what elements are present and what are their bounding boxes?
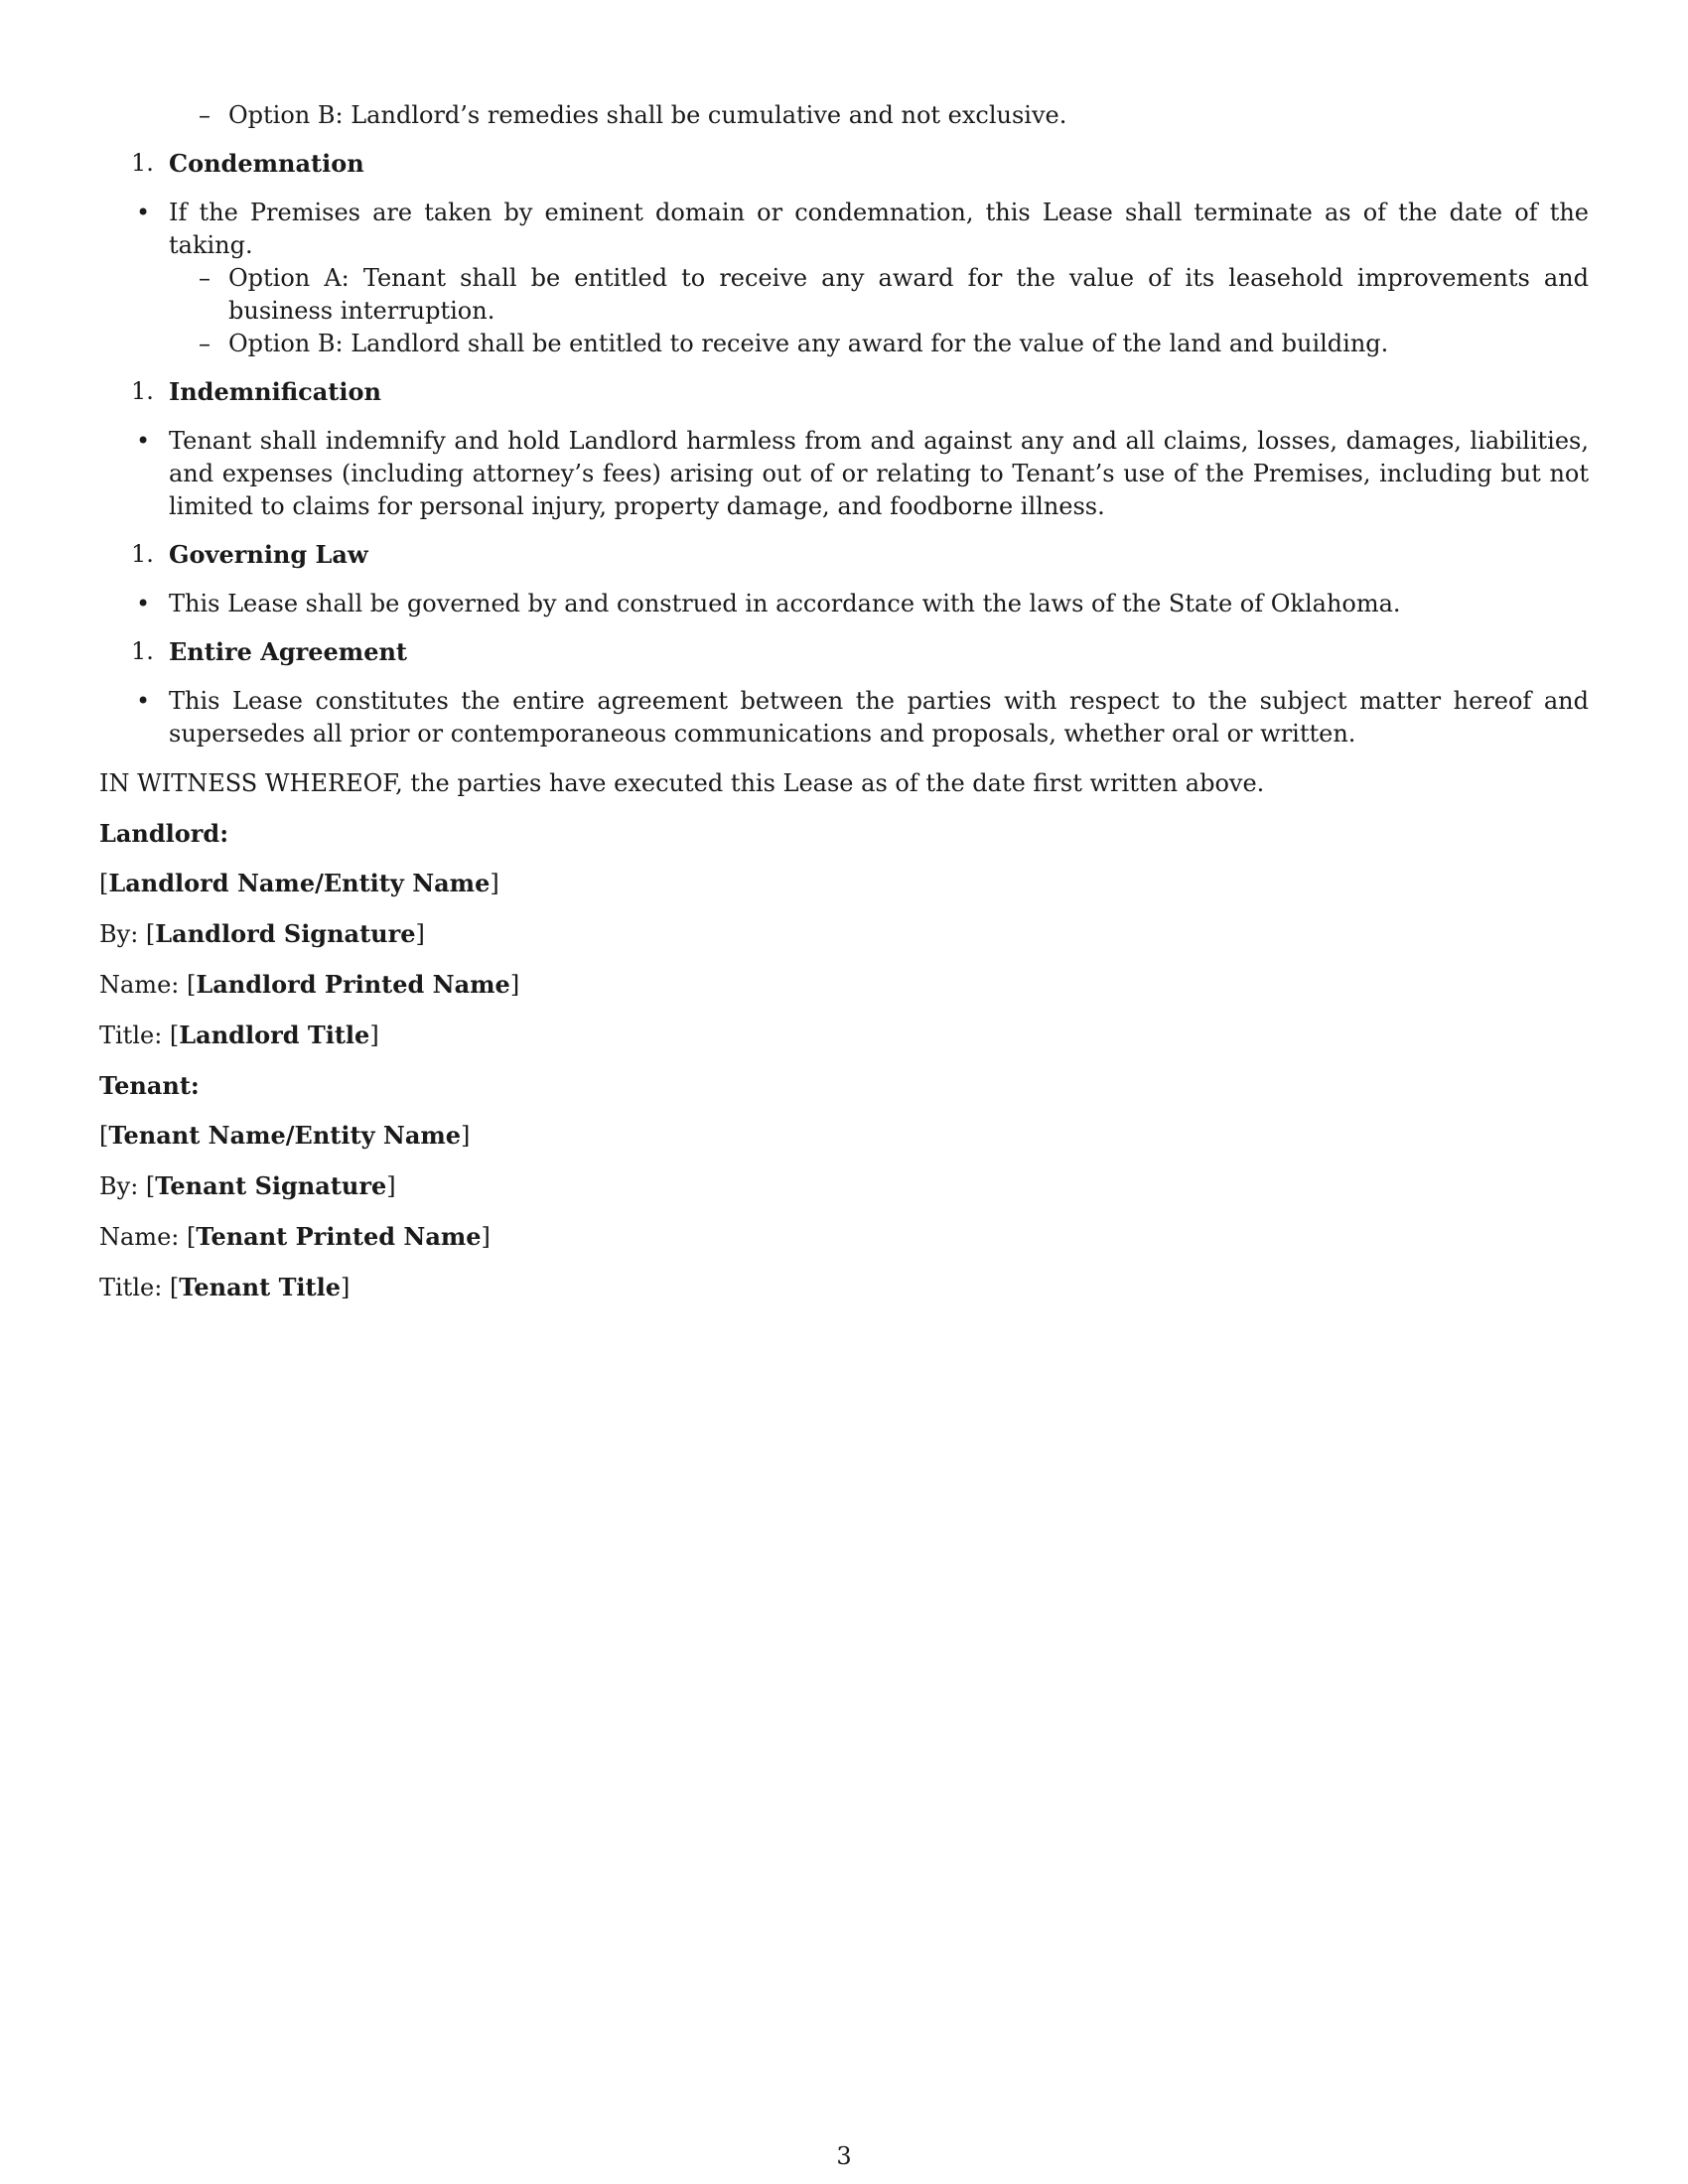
document-page (99, 99, 1589, 1304)
landlord-printed-name: Landlord Printed Name (196, 970, 510, 999)
section-text: If the Premises are taken by eminent domain or condemnation, this Lease shall terminate as of the date of the taking. (169, 199, 1589, 259)
dash-marker: – (199, 330, 211, 357)
section-text: This Lease constitutes the entire agreement between the parties with respect to the subject matter hereof and supersedes all prior or contemporaneous communications and proposals, whether oral or written. (169, 687, 1589, 748)
section-heading-condemnation (99, 147, 1589, 180)
section-body-governing-law (99, 588, 1589, 620)
bracket-close: ] (481, 1223, 491, 1251)
landlord-entity-line (99, 867, 1589, 900)
option-item (99, 328, 1589, 360)
dash-marker: – (199, 101, 211, 129)
tenant-label: Tenant: (99, 1071, 200, 1100)
bullet-marker: • (136, 590, 151, 617)
section-text: This Lease shall be governed by and construed in accordance with the laws of the State of Oklahoma. (169, 590, 1401, 617)
page-number: 3 (836, 2142, 852, 2170)
landlord-title-line (99, 1019, 1589, 1052)
title-label: Title: (99, 1274, 170, 1301)
tenant-signature: Tenant Signature (155, 1171, 387, 1200)
section-title: Indemnification (169, 377, 381, 406)
tenant-name-line (99, 1220, 1589, 1254)
section-number: 1. (131, 540, 154, 568)
bracket-open: [ (169, 1022, 180, 1049)
section-title: Governing Law (169, 540, 368, 569)
bracket-close: ] (386, 1172, 396, 1200)
landlord-signature: Landlord Signature (155, 919, 416, 948)
bullet-marker: • (136, 687, 151, 715)
bracket-close: ] (509, 971, 520, 999)
section-heading-entire-agreement (99, 635, 1589, 668)
section-number: 1. (131, 149, 154, 177)
bracket-open: [ (99, 870, 109, 897)
bracket-open: [ (169, 1274, 180, 1301)
condemnation-options (99, 262, 1589, 360)
section-heading-governing-law (99, 538, 1589, 571)
section-number: 1. (131, 377, 154, 405)
bullet-marker: • (136, 199, 151, 226)
bracket-open: [ (145, 920, 156, 948)
bullet-marker: • (136, 427, 151, 455)
section-text: Tenant shall indemnify and hold Landlord harmless from and against any and all claims, losses, damages, liabilities, and expenses (including attorney’s fees) arising out of or relating to Tenant’s use of the Premises, including but not limited to claims for personal injury, property damage, and foodborne illness. (169, 427, 1589, 520)
name-label: Name: (99, 1223, 187, 1251)
bracket-open: [ (99, 1122, 109, 1150)
section-number: 1. (131, 637, 154, 665)
option-item (99, 99, 1589, 132)
bracket-close: ] (341, 1274, 351, 1301)
bracket-close: ] (369, 1022, 379, 1049)
tenant-entity-name: Tenant Name/Entity Name (108, 1121, 462, 1150)
witness-statement: IN WITNESS WHEREOF, the parties have executed this Lease as of the date first written above. (99, 769, 1265, 797)
option-text: Option B: Landlord shall be entitled to receive any award for the value of the land and building. (228, 330, 1389, 357)
title-label: Title: (99, 1022, 170, 1049)
landlord-by-line (99, 917, 1589, 951)
landlord-label: Landlord: (99, 819, 229, 848)
landlord-entity-name: Landlord Name/Entity Name (108, 869, 491, 897)
tenant-entity-line (99, 1119, 1589, 1153)
tenant-title: Tenant Title (179, 1273, 342, 1301)
section-body-condemnation (99, 197, 1589, 262)
bracket-close: ] (461, 1122, 471, 1150)
tenant-by-line (99, 1169, 1589, 1203)
tenant-printed-name: Tenant Printed Name (196, 1222, 482, 1251)
section-title: Entire Agreement (169, 637, 407, 666)
by-label: By: (99, 920, 146, 948)
bracket-close: ] (415, 920, 425, 948)
dash-marker: – (199, 264, 211, 292)
by-label: By: (99, 1172, 146, 1200)
section-body-indemnification (99, 425, 1589, 523)
tenant-title-line (99, 1271, 1589, 1304)
section-heading-indemnification (99, 375, 1589, 408)
section-title: Condemnation (169, 149, 364, 178)
option-text: Option B: Landlord’s remedies shall be cumulative and not exclusive. (228, 101, 1067, 129)
bracket-close: ] (490, 870, 499, 897)
bracket-open: [ (186, 971, 197, 999)
landlord-name-line (99, 968, 1589, 1002)
landlord-title: Landlord Title (179, 1021, 370, 1049)
bracket-open: [ (186, 1223, 197, 1251)
option-item (99, 262, 1589, 328)
name-label: Name: (99, 971, 187, 999)
option-text: Option A: Tenant shall be entitled to receive any award for the value of its leasehold improvements and business interruption. (228, 264, 1589, 325)
bracket-open: [ (145, 1172, 156, 1200)
section-body-entire-agreement (99, 685, 1589, 751)
